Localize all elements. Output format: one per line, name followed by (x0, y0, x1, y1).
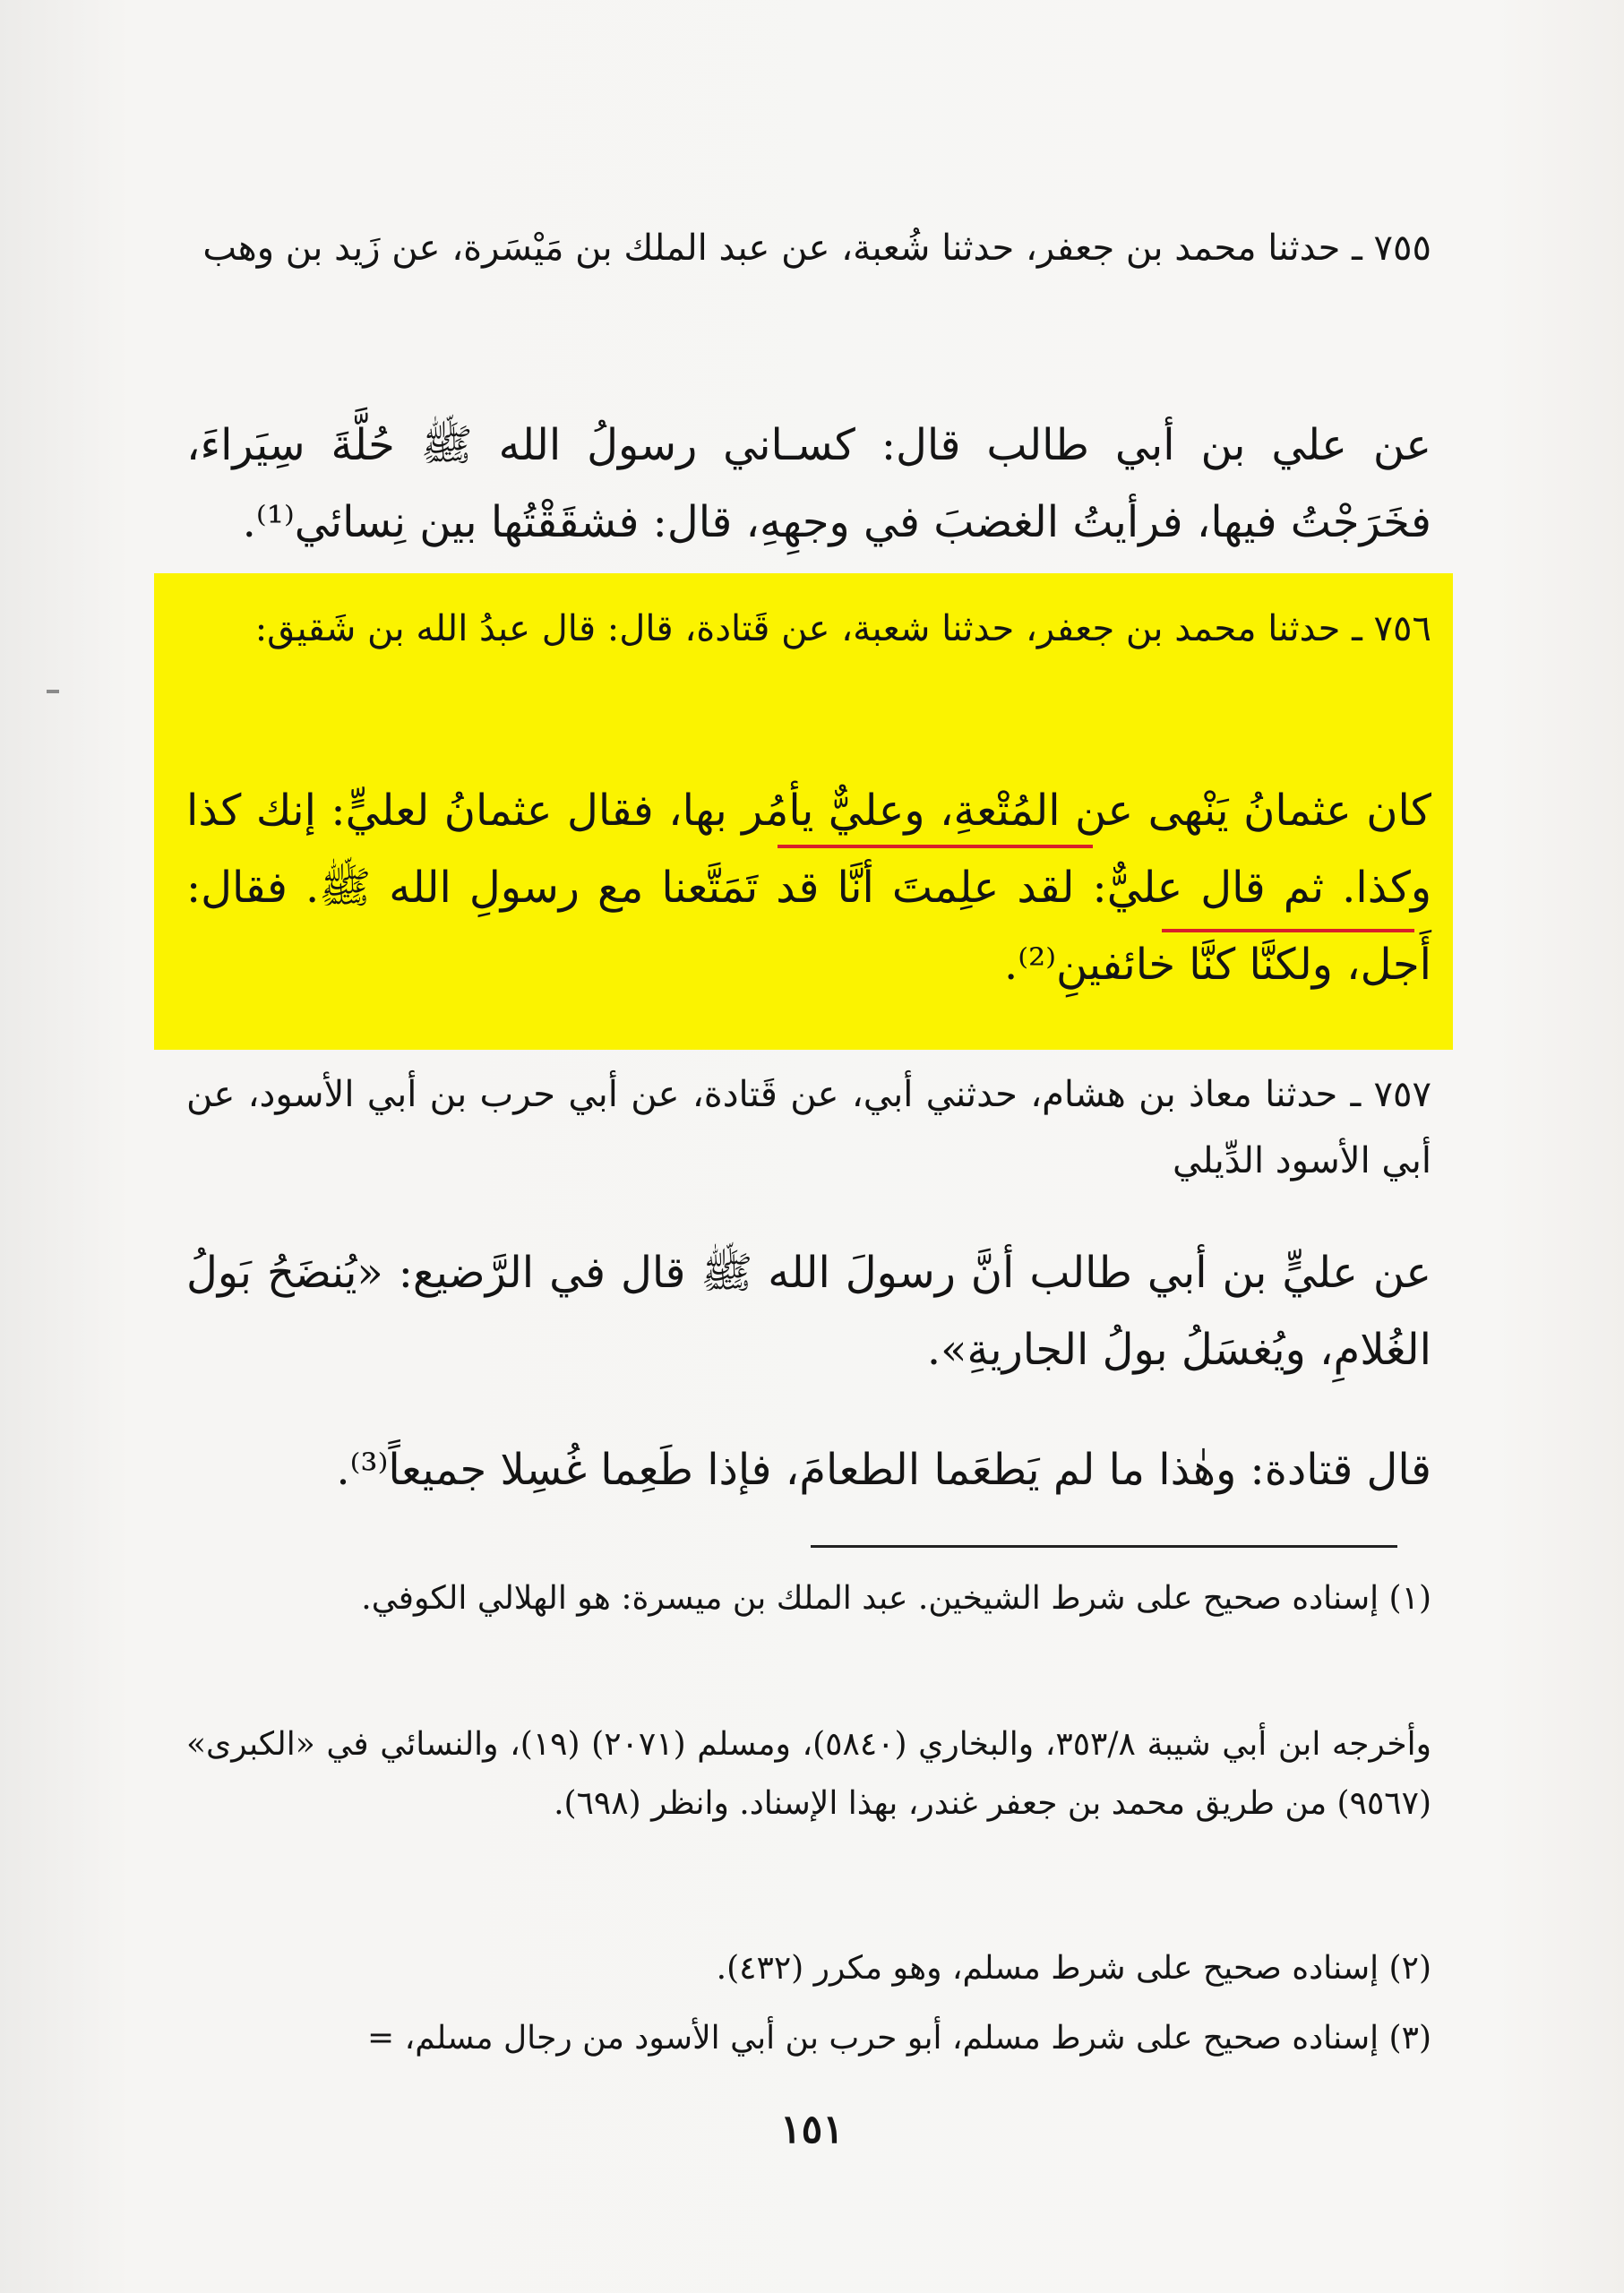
footnote-2 (186, 1939, 1431, 1998)
hadith-755-isnad-text: ٧٥٥ ـ حدثنا محمد بن جعفر، حدثنا شُعبة، عن عبد الملك بن مَيْسَرة، عن زَيد بن وهب (202, 228, 1431, 269)
hadith-757-qatada-text: قال قتادة: وهٰذا ما لم يَطعَما الطعامَ، فإذا طَعِما غُسِلا جميعاً⁽³⁾. (336, 1445, 1431, 1495)
footnote-1-continued-text: وأخرجه ابن أبي شيبة ٣٥٣/٨، والبخاري (٥٨٤٠)، ومسلم (٢٠٧١) (١٩)، والنسائي في «الكبرى» (٩٥٦٧) من طريق محمد بن جعفر غندر، بهذا الإسناد. وانظر (٦٩٨). (186, 1726, 1431, 1822)
footnote-1 (186, 1569, 1431, 1628)
hadith-757-matn (186, 1234, 1431, 1388)
footnote-separator (811, 1545, 1397, 1548)
hadith-756-isnad-text: ٧٥٦ ـ حدثنا محمد بن جعفر، حدثنا شعبة، عن قَتادة، قال: قال عبدُ الله بن شَقيق: (254, 608, 1431, 649)
hadith-756-matn-text: كان عثمانُ يَنْهى عن المُتْعةِ، وعليٌّ يأمُر بها، فقال عثمانُ لعليٍّ: إنك كذا وكذا. ثم قال عليٌّ: لقد علِمتَ أنَّا قد تَمَتَّعنا مع رسولِ الله ﷺ. فقال: أَجل، ولكنَّا كنَّا خائفينِ⁽²⁾. (186, 786, 1431, 990)
margin-mark (47, 690, 59, 693)
hadith-756-isnad (186, 596, 1431, 662)
red-underline-uthman (778, 845, 1093, 848)
red-underline-innaka (1162, 929, 1414, 932)
footnote-2-text: (٢) إسناده صحيح على شرط مسلم، وهو مكرر (٤٣٢). (716, 1950, 1431, 1987)
hadith-755-matn-text: عن علي بن أبي طالب قال: كسـاني رسولُ الله ﷺ حُلَّةَ سِيَراءَ، فخَرَجْتُ فيها، فرأيتُ الغضبَ في وجهِهِ، قال: فشقَقْتُها بين نِسائي⁽¹⁾. (186, 420, 1431, 547)
hadith-755-matn (186, 407, 1431, 561)
footnote-1-continued (186, 1715, 1431, 1834)
footnote-3-text: (٣) إسناده صحيح على شرط مسلم، أبو حرب بن أبي الأسود من رجال مسلم، = (367, 2020, 1431, 2057)
hadith-757-isnad-text: ٧٥٧ ـ حدثنا معاذ بن هشام، حدثني أبي، عن قَتادة، عن أبي حرب بن أبي الأسود، عن أبي الأسود الدِّيلي (186, 1074, 1431, 1181)
hadith-755-isnad (186, 215, 1431, 281)
footnote-3 (186, 2009, 1431, 2068)
hadith-757-isnad (186, 1061, 1431, 1194)
footnote-1-text: (١) إسناده صحيح على شرط الشيخين. عبد الملك بن ميسرة: هو الهلالي الكوفي. (361, 1580, 1431, 1617)
page-number: ١٥١ (780, 2107, 844, 2152)
hadith-757-matn-text: عن عليٍّ بن أبي طالب أنَّ رسولَ الله ﷺ قال في الرَّضيع: «يُنضَحُ بَولُ الغُلامِ، ويُغسَلُ بولُ الجاريةِ». (186, 1248, 1432, 1375)
hadith-756-matn (186, 772, 1431, 1003)
hadith-757-qatada (186, 1431, 1431, 1508)
